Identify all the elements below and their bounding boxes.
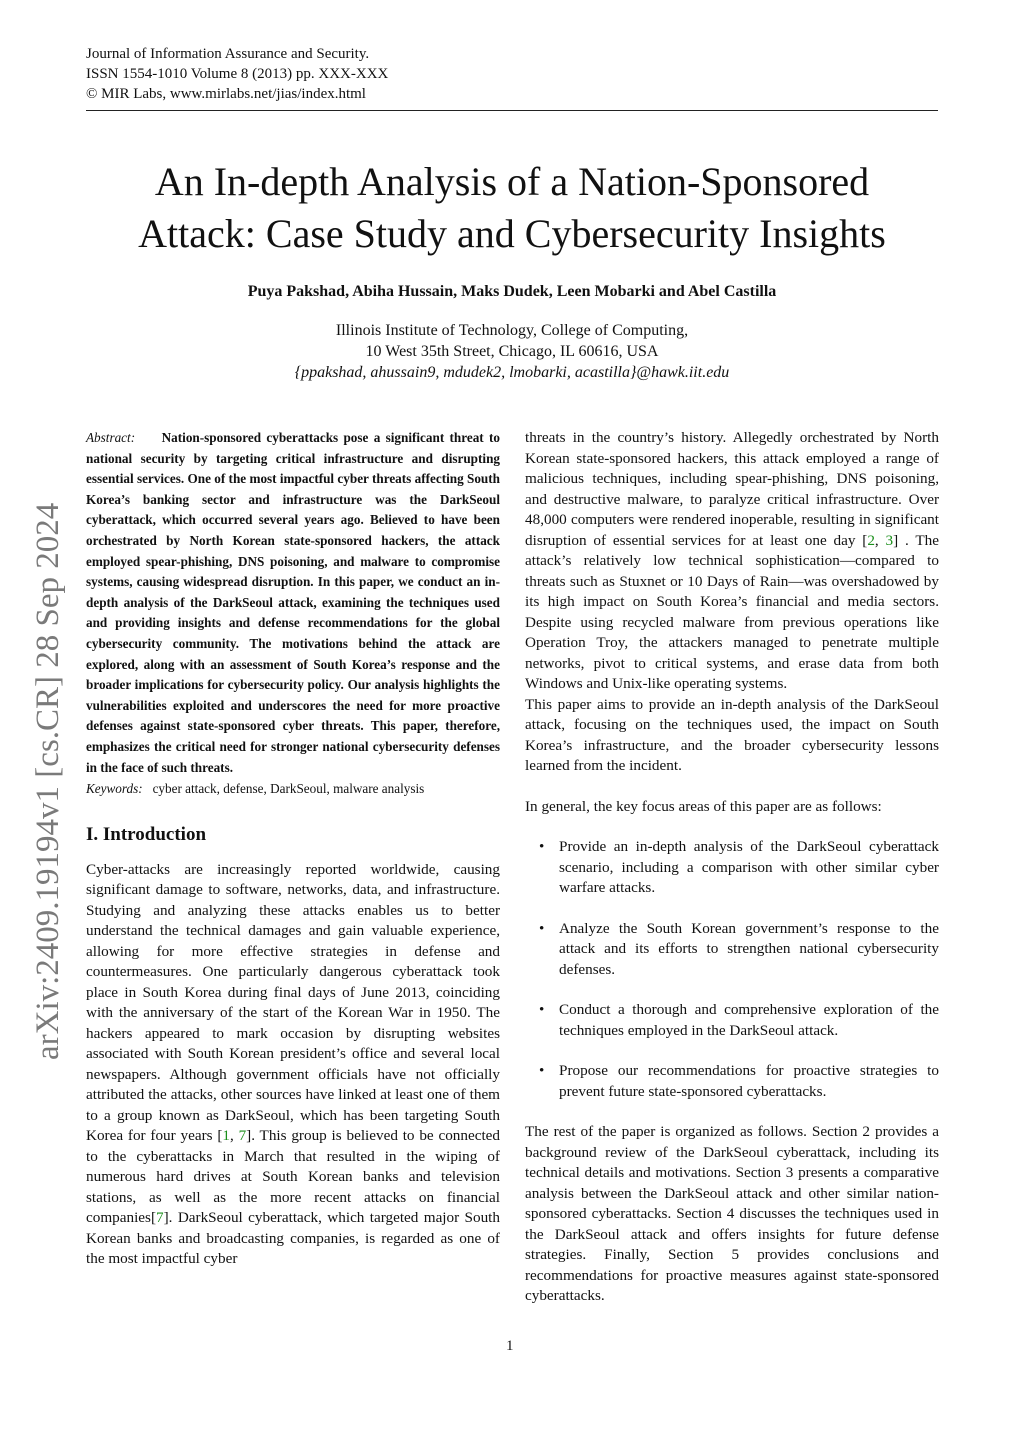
citation-link[interactable]: 2	[867, 531, 875, 549]
bullet-icon: •	[539, 1062, 545, 1079]
title-line-2: Attack: Case Study and Cybersecurity Insights	[138, 211, 886, 256]
intro-paragraph-2: threats in the country’s history. Allegedly orchestrated by North Korean state-sponsored hackers, this attack employed a range of malicious techniques, including spear-phishing, DNS poisoning, and destructive malware, to paralyze critical infrastructure. Over 48,000 computers were rendered inoperable, resulting in significant disruption of essential services for at least one day [2, 3] . The attack’s relatively low technical sophistication—compared to threats such as Stuxnet or 10 Days of Rain—was overshadowed by its high impact on South Korea’s financial and media sectors. Despite using recycled malware from previous operations like Operation Troy, the attackers managed to penetrate multiple networks, pivot to critical systems, and erase data from both Windows and Unix-like operating systems.	[525, 429, 939, 692]
citation-link[interactable]: 3	[885, 531, 894, 549]
header-rule	[86, 110, 938, 111]
journal-copyright: © MIR Labs, www.mirlabs.net/jias/index.html	[86, 86, 366, 102]
intro-paragraph-5: The rest of the paper is organized as follows. Section 2 provides a background review of the DarkSeoul cyberattack, including its technical details and motivations. Section 3 presents a comparative analysis between the DarkSeoul attack and other similar nation-sponsored cyberattacks. Section 4 discusses the techniques used in the DarkSeoul attack and offers insights for future defense strategies. Finally, Section 5 provides conclusions and recommendations for proactive measures against state-sponsored cyberattacks.	[525, 1123, 939, 1304]
journal-header	[86, 44, 388, 104]
list-item: • Analyze the South Korean government’s response to the attack and its efforts to strengthen national cybersecurity defenses.	[539, 919, 939, 978]
abstract-text: Nation-sponsored cyberattacks pose a significant threat to national security by targeting critical infrastructure and disrupting essential services. One of the most impactful cyber threats affecting South Korea’s banking sector and infrastructure was the DarkSeoul cyberattack, which occurred several years ago. Believed to have been orchestrated by North Korean state-sponsored hackers, the attack employed spear-phishing, DNS poisoning, and malware to compromise systems, causing widespread disruption. In this paper, we conduct an in-depth analysis of the DarkSeoul attack, examining the techniques used and providing insights and defense recommendations for the global cybersecurity community. The motivations behind the attack are explored, along with an assessment of South Korea’s response and the broader implications for cybersecurity policy. Our analysis highlights the vulnerabilities exploited and underscores the need for more proactive defenses against state-sponsored cyber threats. This paper, therefore, emphasizes the critical need for stronger national cybersecurity defenses in the face of such threats.	[86, 430, 500, 775]
affiliation-line-2: 10 West 35th Street, Chicago, IL 60616, USA	[365, 343, 659, 360]
author-emails: {ppakshad, ahussain9, mdudek2, lmobarki, acastilla}@hawk.iit.edu	[294, 364, 730, 381]
journal-issn: ISSN 1554-1010 Volume 8 (2013) pp. XXX-XXX	[86, 66, 389, 82]
bullet-icon: •	[539, 838, 545, 855]
intro-paragraph-3: This paper aims to provide an in-depth analysis of the DarkSeoul attack, focusing on the techniques used, the impact on South Korea’s infrastructure, and the broader cybersecurity lessons learned from the incident.	[525, 695, 939, 774]
journal-name: Journal of Information Assurance and Security.	[86, 46, 370, 62]
paper-title	[86, 156, 938, 260]
list-item: • Conduct a thorough and comprehensive exploration of the techniques employed in the DarkSeoul attack.	[539, 1001, 939, 1039]
keywords: Keywords: cyber attack, defense, DarkSeoul, malware analysis	[86, 781, 425, 797]
focus-list	[525, 837, 939, 1102]
list-item: • Provide an in-depth analysis of the DarkSeoul cyberattack scenario, including a comparison with other similar cyber warfare attacks.	[539, 838, 939, 896]
citation-link[interactable]: 7	[156, 1209, 164, 1227]
abstract-label: Abstract	[86, 430, 131, 445]
keywords-label: Keywords	[86, 781, 139, 797]
title-line-1: An In-depth Analysis of a Nation-Sponsored	[154, 159, 870, 204]
arxiv-stamp: arXiv:2409.19194v1 [cs.CR] 28 Sep 2024	[30, 502, 66, 1060]
citation-link[interactable]: 7	[238, 1127, 247, 1145]
intro-paragraph-4: In general, the key focus areas of this paper are as follows:	[525, 797, 882, 815]
intro-paragraph-1: Cyber-attacks are increasingly reported worldwide, causing significant damage to software, networks, data, and infrastructure. Studying and analyzing these attacks enables us to better understand the technical damages and gain valuable experience, allowing for more effective strategies in defense and countermeasures. One particularly dangerous cyberattack took place in South Korea during final days of June 2013, coinciding with the anniversary of the start of the Korean War in 1950. The hackers appeared to mark occasion by disrupting websites associated with South Korean president’s office and several local newspapers. Although government officials have not officially attributed the attacks, other sources have linked at least one of them to a group known as DarkSeoul, which has been targeting South Korea for four years [1, 7]. This group is believed to be connected to the cyberattacks in March that resulted in the wiping of numerous hard drives at South Korean banks and television stations, as well as the more recent attacks on financial companies[7]. DarkSeoul cyberattack, which targeted major South Korean banks and broadcasting companies, is regarded as one of the most impactful cyber	[86, 860, 501, 1268]
page-number: 1	[506, 1338, 514, 1354]
keywords-text: cyber attack, defense, DarkSeoul, malware analysis	[152, 781, 425, 797]
left-column	[86, 428, 500, 1270]
bullet-icon: •	[539, 919, 545, 937]
right-column	[525, 428, 939, 1307]
bullet-icon: •	[539, 1001, 545, 1018]
affiliation-line-1: Illinois Institute of Technology, College of Computing,	[335, 322, 689, 339]
citation-link[interactable]: 1	[222, 1127, 230, 1145]
abstract: Abstract: Nation-sponsored cyberattacks pose a significant threat to national security by targeting critical infrastructure and disrupting essential services. One of the most impactful cyber threats affecting South Korea’s banking sector and infrastructure was the DarkSeoul cyberattack, which occurred several years ago. Believed to have been orchestrated by North Korean state-sponsored hackers, the attack employed spear-phishing, DNS poisoning, and malware to compromise systems, causing widespread disruption. In this paper, we conduct an in-depth analysis of the DarkSeoul attack, examining the techniques used and providing insights and defense recommendations for the global cybersecurity community. The motivations behind the attack are explored, along with an assessment of South Korea’s response and the broader implications for cybersecurity policy. Our analysis highlights the vulnerabilities exploited and underscores the need for more proactive defenses against state-sponsored cyber threats. This paper, therefore, emphasizes the critical need for stronger national cybersecurity defenses in the face of such threats.	[86, 430, 500, 775]
author-list: Puya Pakshad, Abiha Hussain, Maks Dudek, Leen Mobarki and Abel Castilla	[247, 283, 777, 300]
section-heading-introduction: I. Introduction	[86, 824, 207, 846]
affiliation	[86, 320, 938, 383]
list-item: • Propose our recommendations for proactive strategies to prevent future state-sponsored cyberattacks.	[539, 1062, 939, 1100]
